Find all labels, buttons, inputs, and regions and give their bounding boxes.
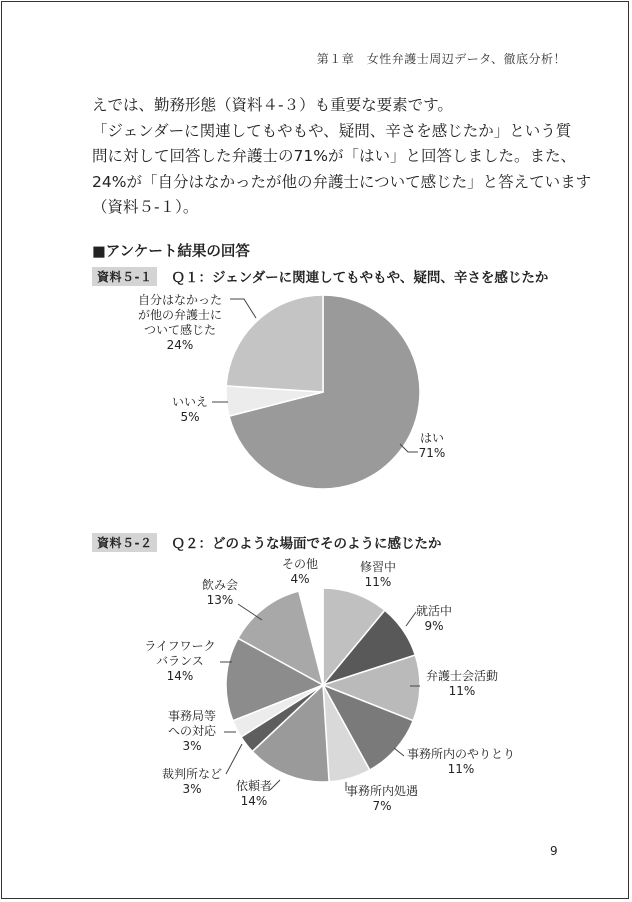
- pie-label-1-2: いいえ 5%: [171, 395, 209, 424]
- body-line: （資料５-１）。: [92, 198, 199, 216]
- leader-line-2-7: [226, 744, 242, 774]
- leader-line-2-4: [394, 748, 404, 756]
- section-heading: ■アンケート結果の回答: [92, 244, 250, 260]
- body-line: えでは、勤務形態（資料４-３）も重要な要素です。: [92, 96, 453, 114]
- figure-label: 資料５-２: [92, 533, 157, 552]
- pie-label-2-3: 弁護士会活動 11%: [425, 669, 499, 698]
- pie-label-2-7: 裁判所など 3%: [161, 767, 223, 796]
- running-header: 第１章 女性弁護士周辺データ、徹底分析！: [316, 52, 566, 66]
- body-line: 「ジェンダーに関連してもやもや、疑問、辛さを感じたか」という質: [92, 121, 572, 140]
- figure-title: Ｑ２：どのような場面でそのように感じたか: [171, 536, 442, 552]
- leader-line-1-3: [230, 299, 256, 318]
- pie-slice-1-3: [226, 295, 323, 392]
- leader-line-2-2: [406, 612, 416, 626]
- pie-label-2-1: 修習中 11%: [359, 560, 397, 589]
- pie-label-2-8: 事務局等への対応 3%: [167, 709, 217, 753]
- pie-label-1-1: はい 71%: [418, 431, 446, 460]
- pie-label-1-3: 自分はなかったが他の弁護士について感じた 24%: [137, 293, 223, 352]
- pie-label-2-6: 依頼者 14%: [235, 779, 273, 808]
- pie-label-2-5: 事務所内処遇 7%: [345, 784, 419, 813]
- body-line: 問に対して回答した弁護士の71%が「はい」と回答しました。また、: [92, 147, 576, 165]
- pie-label-2-9: ライフワークバランス 14%: [144, 639, 216, 683]
- figure-label: 資料５-１: [92, 267, 157, 286]
- pie-label-2-10: 飲み会 13%: [201, 578, 239, 607]
- figure-title: Ｑ１：ジェンダーに関連してもやもや、疑問、辛さを感じたか: [171, 270, 549, 286]
- pie-label-2-2: 就活中 9%: [415, 604, 453, 633]
- page-number: 9: [550, 844, 558, 858]
- pie-label-2-4: 事務所内のやりとり 11%: [406, 747, 516, 776]
- pie-label-2-11: その他 4%: [281, 557, 319, 586]
- body-line: 24%が「自分はなかったが他の弁護士について感じた」と答えています: [92, 172, 592, 191]
